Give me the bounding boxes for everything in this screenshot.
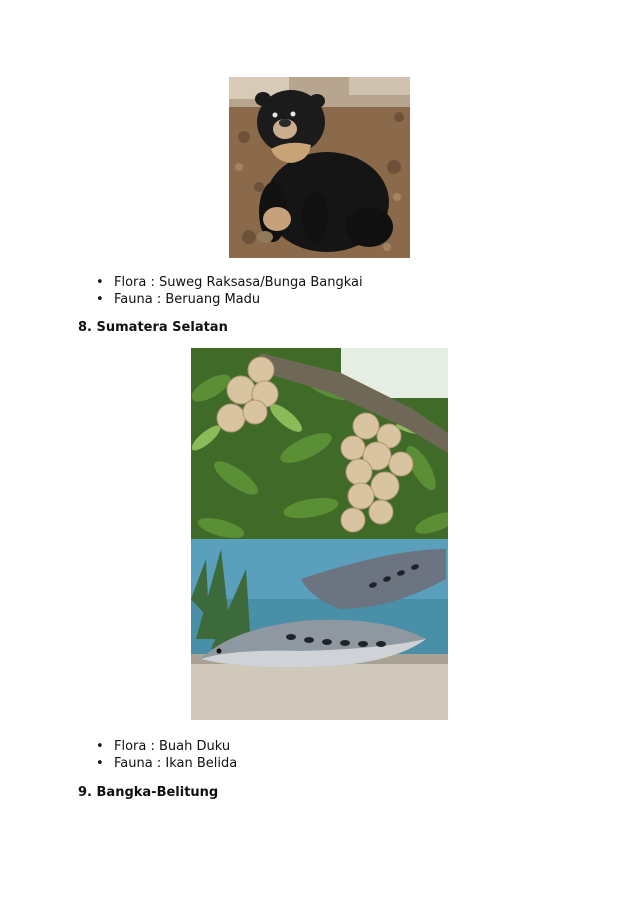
flora-item: • Flora : Buah Duku: [90, 738, 237, 755]
belida-fish-photo: [191, 539, 448, 720]
fauna-item: • Fauna : Ikan Belida: [90, 755, 237, 772]
flora-item: • Flora : Suweg Raksasa/Bunga Bangkai: [90, 274, 363, 291]
fauna-item: • Fauna : Beruang Madu: [90, 291, 363, 308]
section7-list: [90, 274, 363, 308]
section-heading-sumatera-selatan: 8. Sumatera Selatan: [78, 320, 228, 335]
duku-fruit-photo: [191, 348, 448, 539]
sun-bear-photo: [229, 77, 410, 258]
section-heading-bangka-belitung: 9. Bangka-Belitung: [78, 785, 219, 800]
section8-list: [90, 738, 237, 772]
